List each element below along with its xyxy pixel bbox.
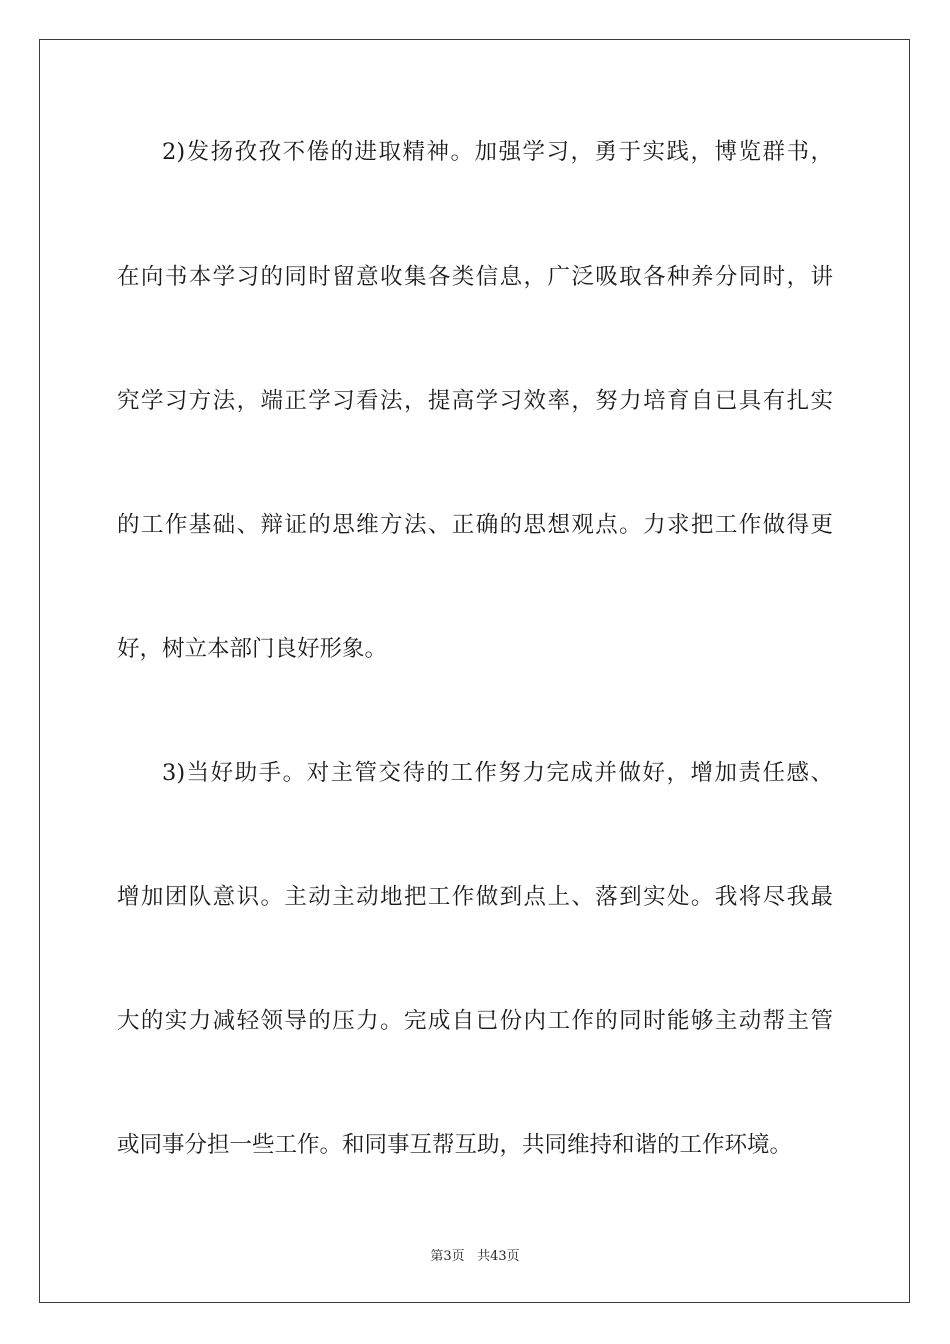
paragraph-1-line-4: 的工作基础、辩证的思维方法、正确的思想观点。力求把工作做得更 [117, 512, 833, 538]
paragraph-2-line-4: 或同事分担一些工作。和同事互帮互助，共同维持和谐的工作环境。 [117, 1132, 793, 1158]
page-total: 共43页 [477, 1249, 520, 1264]
paragraph-2-line-1: 3)当好助手。对主管交待的工作努力完成并做好，增加责任感、 [162, 760, 833, 786]
paragraph-2-line-2: 增加团队意识。主动主动地把工作做到点上、落到实处。我将尽我最 [117, 884, 833, 910]
paragraph-1-line-5: 好，树立本部门良好形象。 [117, 636, 388, 662]
page-footer [0, 1249, 950, 1265]
paragraph-1-line-3: 究学习方法，端正学习看法，提高学习效率，努力培育自已具有扎实 [117, 388, 833, 414]
page-border [39, 39, 910, 1303]
paragraph-1-line-2: 在向书本学习的同时留意收集各类信息，广泛吸取各种养分同时，讲 [117, 264, 833, 290]
paragraph-2-line-3: 大的实力减轻领导的压力。完成自已份内工作的同时能够主动帮主管 [117, 1008, 833, 1034]
paragraph-1-line-1: 2)发扬孜孜不倦的进取精神。加强学习，勇于实践，博览群书， [162, 139, 833, 165]
page-number: 第3页 [430, 1249, 465, 1264]
